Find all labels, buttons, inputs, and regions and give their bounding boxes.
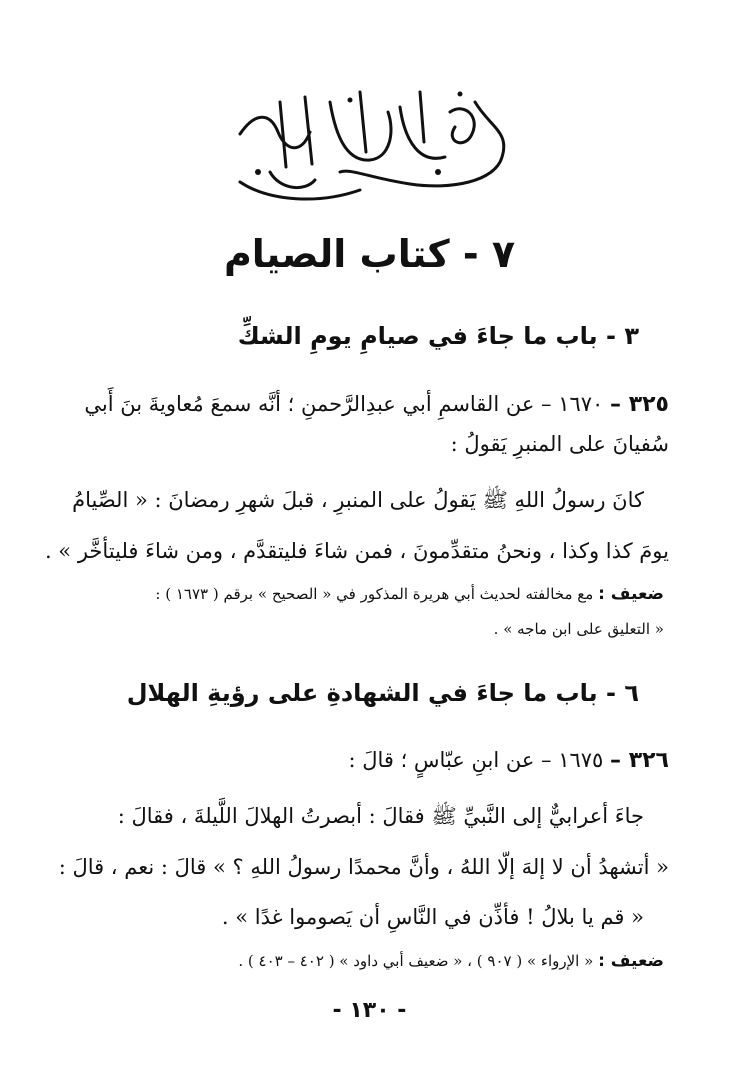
hadith-text: جاءَ أعرابيٌّ إلى النَّبيِّ ﷺ فقالَ : أبصرتُ الهلالَ اللَّيلةَ ، فقالَ : bbox=[117, 804, 644, 828]
grade-text: مع مخالفته لحديث أبي هريرة المذكور في « الصحيح » برقم ( ١٦٧٣ ) : bbox=[155, 585, 594, 603]
hadith-text: سُفيانَ على المنبرِ يَقولُ : bbox=[450, 432, 669, 456]
hadith-text: « قم يا بلالُ ! فأذِّن في النَّاسِ أن يَصوموا غدًا » . bbox=[221, 905, 644, 929]
chapter-title: ٦ - باب ما جاءَ في الشهادةِ على رؤيةِ الهلال bbox=[126, 679, 639, 707]
hadith-text: ١٦٧٠ – عن القاسمِ أبي عبدِالرَّحمنِ ؛ أنَّه سمعَ مُعاويةَ بنَ أَبي bbox=[84, 392, 604, 416]
hadith-text: « أتشهدُ أن لا إلهَ إلّا اللهُ ، وأنَّ محمدًا رسولُ اللهِ ؟ » قالَ : نعم ، قالَ : bbox=[58, 855, 669, 879]
hadith-line bbox=[348, 748, 669, 773]
grade-text: « الإرواء » ( ٩٠٧ ) ، « ضعيف أبي داود » ( ٤٠٢ – ٤٠٣ ) . bbox=[238, 952, 594, 970]
page-number: - ١٣٠ - bbox=[332, 998, 407, 1023]
hadith-number: ٣٢٥ – bbox=[610, 392, 669, 417]
hadith-text: كانَ رسولُ اللهِ ﷺ يَقولُ على المنبرِ ، قبلَ شهرِ رمضانَ : « الصِّيامُ bbox=[72, 488, 644, 512]
basmala-calligraphy bbox=[210, 72, 530, 212]
grade-note bbox=[155, 584, 664, 604]
grade-label: ضعيف : bbox=[598, 951, 664, 971]
chapter-title: ٣ - باب ما جاءَ في صيامِ يومِ الشكِّ bbox=[237, 322, 639, 350]
hadith-text: يومَ كذا وكذا ، ونحنُ متقدِّمونَ ، فمن شاءَ فليتقدَّم ، ومن شاءَ فليتأخَّر » . bbox=[44, 539, 669, 563]
grade-note bbox=[238, 951, 664, 971]
hadith-text: ١٦٧٥ – عن ابنِ عبّاسٍ ؛ قالَ : bbox=[348, 748, 604, 772]
hadith-line bbox=[84, 392, 669, 417]
grade-text: « التعليق على ابن ماجه » . bbox=[493, 620, 664, 638]
book-title: ٧ - كتاب الصيام bbox=[223, 232, 516, 276]
hadith-number: ٣٢٦ – bbox=[610, 748, 669, 773]
grade-label: ضعيف : bbox=[598, 584, 664, 604]
